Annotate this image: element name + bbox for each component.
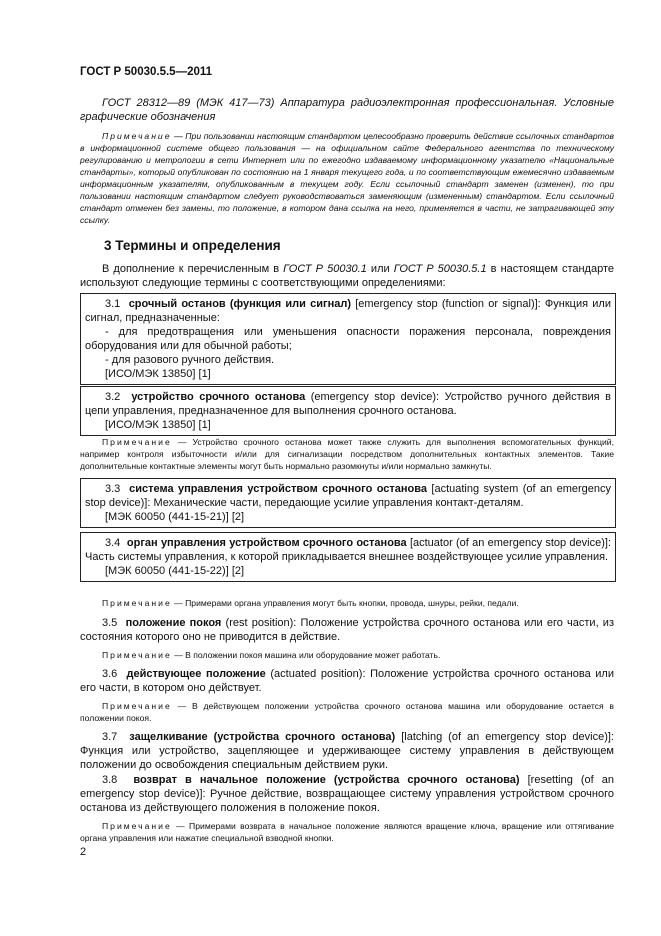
note-label: Примечание (102, 701, 172, 711)
note-3-2 (80, 436, 614, 472)
note-text: — Примерами возврата в начальное положение являются вращение ключа, вращение или оттягивание органа управления или нажатие специальной взводной кнопки. (80, 821, 614, 843)
term-3-7: 3.7 защелкивание (устройства срочного останова) [latching (of an emergency stop device)]: Функция или устройство, зацепляющее и удерживающее систему управления в действующем положении до освобождения специальным действием руки. (80, 731, 614, 771)
term-box-3-1: 3.1 срочный останов (функция или сигнал) [emergency stop (function or signal)]: Функция или сигнал, предназначенные: - для предотвращения или уменьшения опасности поражения персонала, повреждения оборудования или для обычной работы; - для разового ручного действия. [ИСО/МЭК 13850] [1] (80, 293, 616, 385)
page-number: 2 (80, 846, 87, 858)
note-label: Примечание (102, 437, 172, 447)
term-source: [ИСО/МЭК 13850] [1] (105, 368, 211, 380)
section-title: 3 Термины и определения (104, 238, 281, 253)
reference-text: ГОСТ 28312—89 (МЭК 417—73) Аппаратура радиоэлектронная профессиональная. Условные графические обозначения (80, 97, 614, 123)
term-3-6: 3.6 действующее положение (actuated position): Положение устройства срочного останова или его части, в котором оно действует. (80, 668, 614, 694)
term-box-3-2: 3.2 устройство срочного останова (emergency stop device): Устройство ручного действия в цепи управления, предназначенное для выполнения срочного останова. [ИСО/МЭК 13850] [1] (80, 386, 616, 436)
note-label: Примечание (102, 131, 172, 141)
section-intro: В дополнение к перечисленным в ГОСТ Р 50030.1 или ГОСТ Р 50030.5.1 в настоящем стандарте используют следующие термины с соответствующими определениями: (80, 263, 615, 289)
term-name: орган управления устройством срочного останова (126, 537, 407, 549)
term-name: защелкивание (устройства срочного останова) (129, 731, 396, 743)
note-3-6 (80, 700, 614, 724)
term-source: [МЭК 60050 (441-15-22)] [2] (105, 565, 245, 577)
term-name: срочный останов (функция или сигнал) (128, 298, 351, 310)
term-name: система управления устройством срочного останова (129, 483, 427, 495)
term-name: положение покоя (125, 617, 222, 629)
term-source: [МЭК 60050 (441-15-21)] [2] (105, 511, 245, 523)
term-name: действующее положение (126, 668, 266, 680)
note-text: — В действующем положении устройства срочного останова машина или оборудование остается в положении покоя. (80, 701, 615, 723)
note-3-5 (80, 649, 614, 661)
term-name: возврат в начальное положение (устройства срочного останова) (133, 774, 520, 786)
term-3-8: 3.8 возврат в начальное положение (устройства срочного останова) [resetting (of an emergency stop device)]: Ручное действие, возвращающее систему управления устройством срочного останова из действующего положения в положение покоя. (80, 774, 614, 814)
note-3-8 (80, 820, 614, 844)
note-label: Примечание (102, 821, 172, 831)
note-text: — При пользовании настоящим стандартом целесообразно проверить действие ссылочных стандартов в информационной системе общего пользования — на официальном сайте Федерального агентства по техническому регулированию и метрологии в сети Интернет или по ежегодно издаваемому информационному указателю «Национальные стандарты», который опубликован по состоянию на 1 января текущего года, и по соответствующим ежемесячно издаваемым информационным указателям, опубликованным в текущем году. Если ссылочный стандарт заменен (изменен), то при пользовании настоящим стандартом следует руководствоваться заменяющим (измененным) стандартом. Если ссылочный стандарт отменен без замены, то положение, в котором дана ссылка на него, применяется в части, не затрагивающей эту ссылку. (80, 131, 614, 225)
ref-link-50030-1: ГОСТ Р 50030.1 (283, 263, 367, 275)
term-3-5: 3.5 положение покоя (rest position): Положение устройства срочного останова или его части, из состояния которого оно не приводится в действие. (80, 617, 614, 643)
term-source: [ИСО/МЭК 13850] [1] (105, 419, 211, 431)
note-references (80, 130, 614, 226)
term-box-3-4: 3.4 орган управления устройством срочного останова [actuator (of an emergency stop device)]: Часть системы управления, к которой прикладывается внешнее воздействующее усилие управления. [МЭК 60050 (441-15-22)] [2] (80, 532, 616, 582)
note-text: — Примерами органа управления могут быть кнопки, провода, шнуры, рейки, педали. (174, 598, 519, 608)
note-label: Примечание (102, 598, 172, 608)
note-text: — Устройство срочного останова может также служить для выполнения вспомогательных функций, например контроля избыточности и/или для сигнализации посредством дополнительных контактных элементов. Такие дополнительные контактные элементы могут быть нормально разомкнуты и/или нормально замкнуты. (80, 437, 615, 471)
note-label: Примечание (102, 650, 172, 660)
term-name: устройство срочного останова (131, 391, 306, 403)
ref-link-50030-5-1: ГОСТ Р 50030.5.1 (393, 263, 487, 275)
document-header: ГОСТ Р 50030.5.5—2011 (80, 66, 213, 78)
term-box-3-3: 3.3 система управления устройством срочного останова [actuating system (of an emergency stop device)]: Механические части, передающие усилие управления контакт-деталям. [МЭК 60050 (441-15-21)] [2] (80, 478, 616, 528)
note-text: — В положении покоя машина или оборудование может работать. (174, 650, 441, 660)
note-3-4 (80, 597, 614, 609)
reference-entry (80, 96, 614, 124)
